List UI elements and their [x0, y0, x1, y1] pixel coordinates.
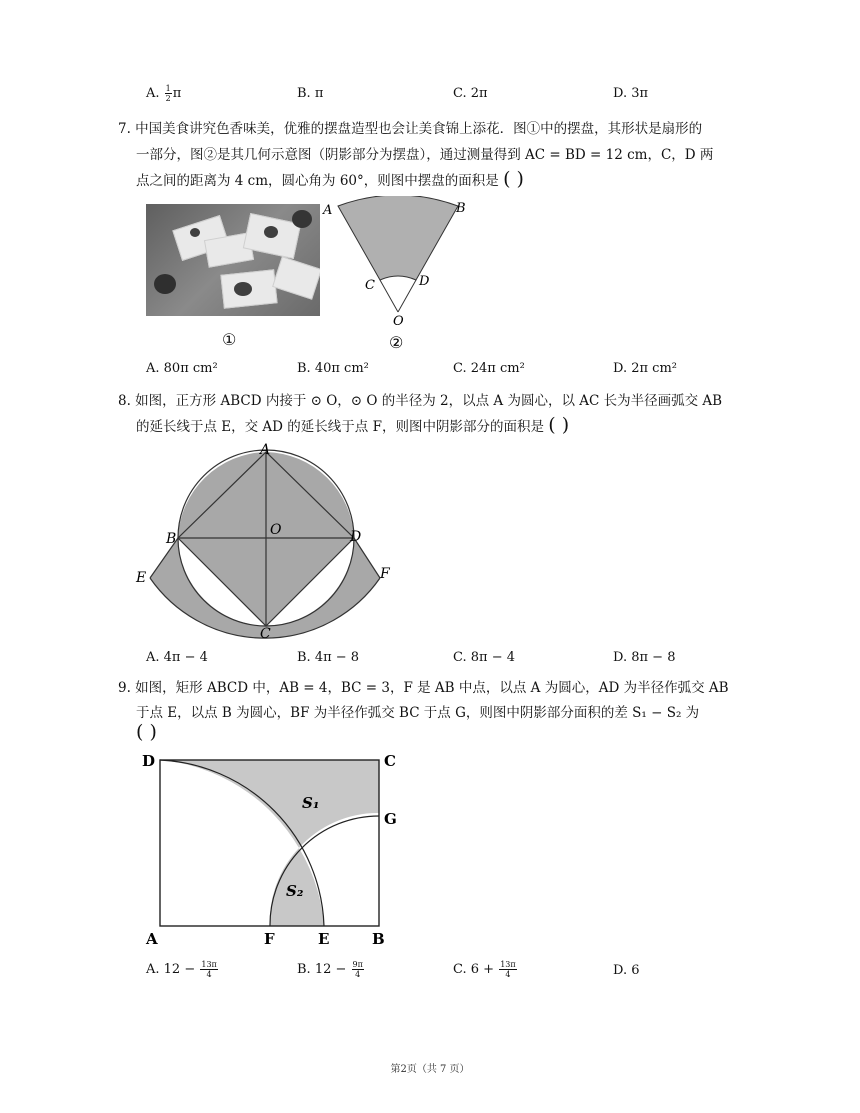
q6-option-b: B. π [297, 86, 324, 101]
q7-option-c: C. 24π cm² [453, 361, 525, 376]
q9-label-b: B [372, 930, 385, 948]
q9-option-c: C. 6 + $\frac{13\pi}{4}$ [453, 960, 516, 979]
q9-question-line-2: 于点 E，以点 B 为圆心，BF 为半径作弧交 BC 于点 G，则图中阴影部分面积的差 S₁ − S₂ 为 [136, 705, 700, 721]
q7-line-od [398, 280, 416, 312]
q8-label-a: A [260, 442, 271, 458]
q7-label-o: O [393, 314, 404, 329]
q7-question-line-3: 点之间的距离为 4 cm，圆心角为 60°，则图中摆盘的面积是 ( ) [136, 168, 524, 190]
q9-label-f: F [264, 930, 275, 948]
q6-option-c: C. 2π [453, 86, 488, 101]
q7-sector-diagram [318, 196, 478, 356]
q8-option-d: D. 8π − 8 [613, 650, 676, 665]
q7-label-a: A [323, 203, 333, 218]
q9-option-d: D. 6 [613, 963, 640, 978]
q7-figure-2-label: ② [389, 333, 404, 352]
q8-question-line-2: 的延长线于点 E，交 AD 的延长线于点 F，则图中阴影部分的面积是 ( ) [136, 414, 570, 436]
q7-shaded-plate [338, 196, 458, 280]
q8-answer-paren: ( ) [548, 414, 570, 436]
q9-label-s1: S₁ [302, 794, 320, 812]
q7-line-oc [380, 280, 398, 312]
q8-option-a: A. 4π − 4 [146, 650, 208, 665]
q7-option-a: A. 80π cm² [146, 361, 218, 376]
q7-label-d: D [419, 274, 430, 289]
q9-option-b: B. 12 − $\frac{9\pi}{4}$ [297, 960, 363, 979]
q8-label-d: D [350, 529, 362, 545]
q7-label-b: B [456, 201, 466, 216]
q7-label-c: C [365, 278, 375, 293]
q8-question-line-1: 8. 如图，正方形 ABCD 内接于 ⊙ O，⊙ O 的半径为 2，以点 A 为圆心，以 AC 长为半径画弧交 AB [118, 393, 723, 409]
q8-option-c: C. 8π − 4 [453, 650, 515, 665]
q9-label-a: A [146, 930, 158, 948]
q7-food-photo [146, 204, 320, 316]
q8-label-c: C [260, 626, 271, 640]
q9-option-a: A. 12 − $\frac{13\pi}{4}$ [146, 960, 217, 979]
q7-answer-paren: ( ) [503, 168, 524, 190]
q9-rectangle-diagram [140, 748, 410, 948]
q8-label-e: E [136, 570, 147, 586]
q9-label-g: G [384, 810, 397, 828]
q8-label-b: B [166, 531, 177, 547]
q7-option-b: B. 40π cm² [297, 361, 369, 376]
q9-label-c: C [384, 752, 396, 770]
q9-label-e: E [318, 930, 330, 948]
q8-label-f: F [380, 566, 390, 582]
q9-answer-paren: ( ) [136, 721, 157, 743]
q7-option-d: D. 2π cm² [613, 361, 677, 376]
q9-region-s1 [160, 760, 379, 848]
q9-label-s2: S₂ [286, 882, 304, 900]
q7-question-line-2: 一部分，图②是其几何示意图（阴影部分为摆盘），通过测量得到 AC = BD = 12 cm，C，D 两 [136, 147, 714, 163]
q7-figure-1-label: ① [222, 330, 237, 349]
q7-question-line-1: 7. 中国美食讲究色香味美，优雅的摆盘造型也会让美食锦上添花．图①中的摆盘，其形状是扇形的 [118, 121, 703, 137]
q6-option-a: A. $\frac{1}{2}$ π [146, 84, 182, 103]
q8-circle-diagram [130, 440, 400, 640]
q9-question-line-1: 9. 如图，矩形 ABCD 中，AB = 4，BC = 3，F 是 AB 中点，以点 A 为圆心，AD 为半径作弧交 AB [118, 680, 729, 696]
q8-option-b: B. 4π − 8 [297, 650, 360, 665]
q9-label-d: D [142, 752, 156, 770]
q6-option-d: D. 3π [613, 86, 649, 101]
page-footer: 第2页（共 7 页） [390, 1064, 470, 1075]
q8-label-o: O [270, 522, 282, 538]
